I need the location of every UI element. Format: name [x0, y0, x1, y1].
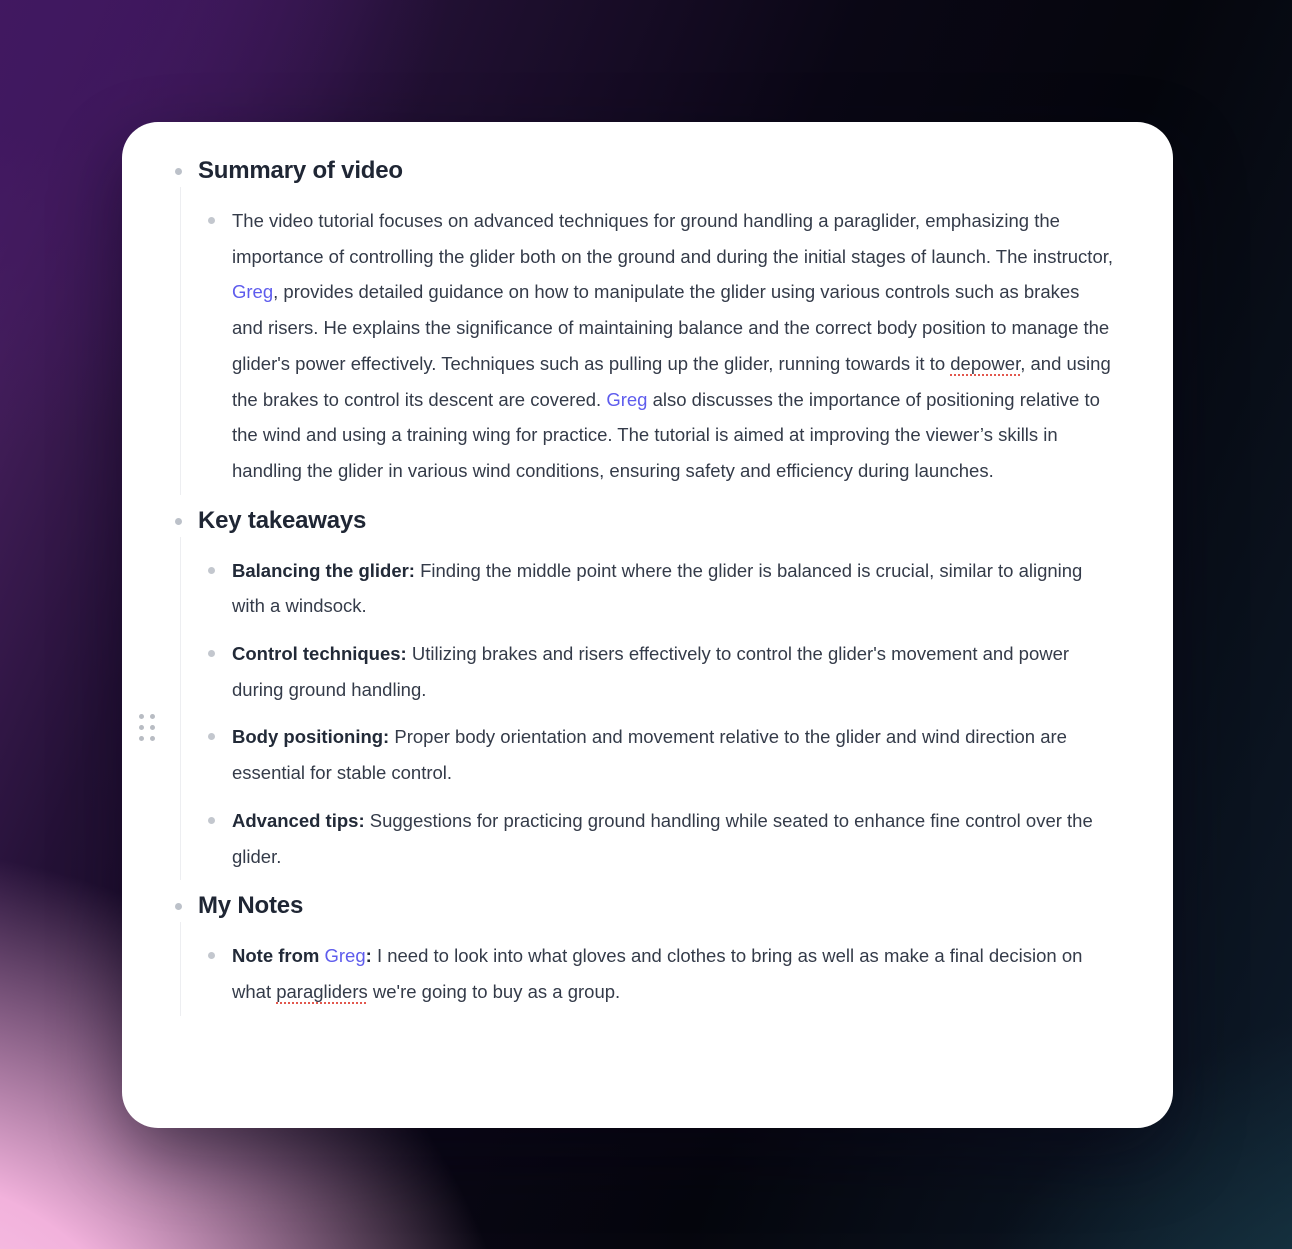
misspelled-word: depower	[950, 352, 1021, 374]
indent-guide	[180, 537, 1115, 881]
list-item	[181, 803, 1115, 874]
bullet-icon	[175, 168, 182, 175]
section-heading[interactable]: Summary of video	[198, 157, 403, 184]
misspelled-word: paragliders	[276, 980, 368, 1002]
bullet-icon	[208, 567, 215, 574]
heading-row	[178, 890, 1115, 922]
mention-link[interactable]: Greg	[606, 388, 648, 410]
section-my-notes	[178, 890, 1115, 1015]
indent-guide	[180, 187, 1115, 495]
bullet-icon	[208, 733, 215, 740]
bullet-icon	[175, 903, 182, 910]
drag-handle-icon[interactable]	[139, 714, 155, 741]
bullet-icon	[208, 217, 215, 224]
note-card	[122, 122, 1173, 1128]
mention-link[interactable]: Greg	[232, 281, 274, 303]
paragraph-text[interactable]: Control techniques: Utilizing brakes and risers effectively to control the glider's movement and power during ground handling.	[232, 643, 1070, 700]
heading-row	[178, 505, 1115, 537]
section-key-takeaways	[178, 505, 1115, 881]
section-heading[interactable]: Key takeaways	[198, 506, 367, 534]
section-heading[interactable]: My Notes	[198, 892, 304, 920]
bullet-icon	[208, 952, 215, 959]
bullet-icon	[208, 650, 215, 657]
paragraph-text[interactable]: Advanced tips: Suggestions for practicing ground handling while seated to enhance fine control over the glider.	[232, 809, 1093, 867]
list-item	[181, 636, 1115, 707]
list-item	[181, 719, 1115, 790]
paragraph-text[interactable]: Body positioning: Proper body orientation and movement relative to the glider and wind direction are essential for stable control.	[232, 726, 1067, 784]
list-item	[181, 203, 1115, 489]
indent-guide	[180, 922, 1115, 1015]
section-summary-of-video	[178, 155, 1115, 495]
bullet-icon	[208, 817, 215, 824]
paragraph-text[interactable]: Balancing the glider: Finding the middle point where the glider is balanced is crucial, similar to aligning with a windsock.	[232, 559, 1083, 617]
list-item	[181, 938, 1115, 1009]
paragraph-text[interactable]: Note from Greg: I need to look into what gloves and clothes to bring as well as make a final decision on what paragliders we're going to buy as a group.	[232, 945, 1083, 1002]
bullet-icon	[175, 518, 182, 525]
mention-link[interactable]: Greg	[324, 945, 366, 967]
paragraph-text[interactable]: The video tutorial focuses on advanced techniques for ground handling a paraglider, emphasizing the importance of controlling the glider both on the ground and during the initial stages of launch. The instructor, Greg, provides detailed guidance on how to manipulate the glider using various controls such as brakes and risers. He explains the significance of maintaining balance and the correct body position to manage the glider's power effectively. Techniques such as pulling up the glider, running towards it to depower, and using the brakes to control its descent are covered. Greg also discusses the importance of positioning relative to the wind and using a training wing for practice. The tutorial is aimed at improving the viewer’s skills in handling the glider in various wind conditions, ensuring safety and efficiency during launches.	[232, 210, 1114, 481]
list-item	[181, 553, 1115, 624]
heading-row	[178, 155, 1115, 187]
